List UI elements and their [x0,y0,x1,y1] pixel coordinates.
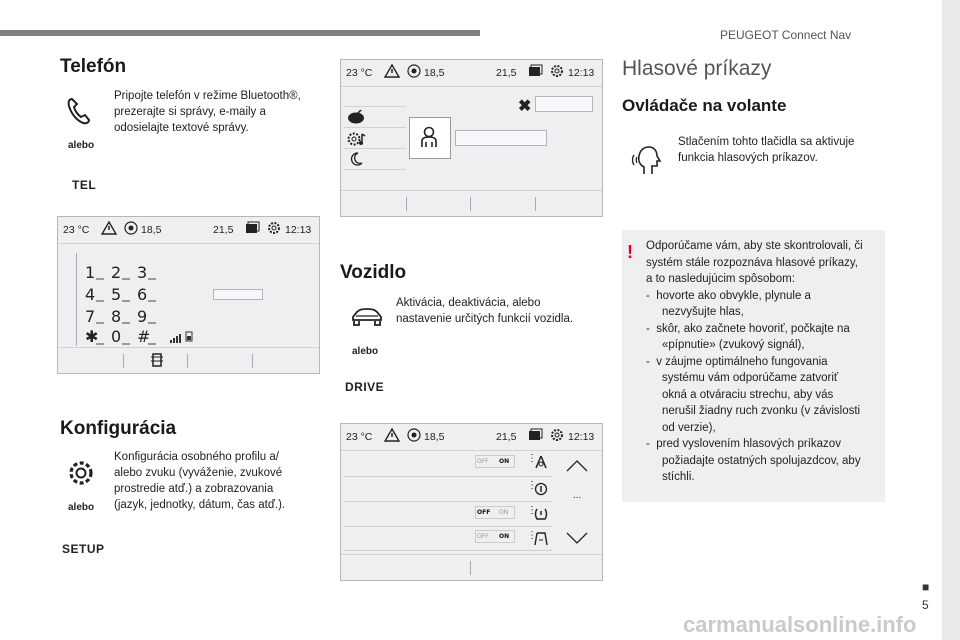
toggle-switch[interactable] [475,530,515,543]
note-line: a to nasledujúcim spôsobom: [646,273,795,285]
settings-icon [267,221,281,238]
setup-keyword: SETUP [62,542,105,556]
header-bar [0,30,480,36]
divider [58,347,319,348]
dial-key[interactable]: 0 [111,327,122,346]
seat-heat-icon [527,64,543,81]
audio-settings-icon[interactable] [347,131,367,152]
lane-assist-icon [534,455,548,474]
status-bar [341,424,602,450]
more-label: ... [573,490,582,501]
note-line: požiadajte ostatných spolujazdcov, aby [646,454,861,467]
warning-icon [101,221,117,238]
divider [535,197,536,211]
voice-command-icon [630,142,664,181]
note-line: stíchli. [646,471,695,483]
warning-mark-icon: ! [627,242,633,262]
night-mode-icon[interactable] [349,152,363,171]
status-time: 12:13 [568,431,595,443]
konfiguracia-title: Konfigurácia [60,418,177,439]
divider [344,550,552,551]
dial-key[interactable]: 9 [137,307,148,326]
status-time: 12:13 [568,67,595,79]
more-options-icon[interactable]: ⋮ [527,530,537,541]
telefon-title: Telefón [60,56,127,77]
profile-icon [420,126,438,153]
watermark: carmanualsonline.info [683,612,917,637]
hlasove-subtitle: Ovládače na volante [622,96,787,115]
status-bar [341,60,602,86]
profile-field[interactable] [455,130,547,146]
text-line: (jazyk, jednotky, dátum, čas atď.). [114,499,286,511]
note-line: «pípnutie» (zvukový signál), [646,339,805,351]
seat-heat-icon [244,221,260,238]
divider [341,450,602,451]
konfiguracia-text [114,449,324,513]
dial-key[interactable]: 5 [111,285,122,304]
text-line: Stlačením tohto tlačidla sa aktivuje [678,136,855,148]
telefon-screen [57,216,320,374]
text-line: nastavenie určitých funkcií vozidla. [396,313,574,325]
warning-icon [384,64,400,81]
toggle-off-label: OFF [477,533,489,540]
divider [341,86,602,87]
note-line: od verzie), [646,421,716,434]
dial-key[interactable]: 2 [111,263,122,282]
status-right-value: 21,5 [496,431,517,443]
toggle-off-label: OFF [477,458,489,465]
dial-key[interactable]: 1 [85,263,96,282]
hlasove-text [678,134,888,166]
status-temp: 23 °C [346,431,373,443]
settings-gear-icon [66,458,96,493]
vozidlo-title: Vozidlo [340,262,407,283]
headlight-icon [534,531,548,552]
page-bullet: ■ [922,580,930,594]
page-number: 5 [922,598,929,612]
note-line: - v záujme optimálneho fungovania [646,355,828,368]
text-line: Konfigurácia osobného profilu a/ [114,451,279,463]
navigation-icon [124,221,138,238]
navigation-icon [407,428,421,445]
note-line: Odporúčame vám, aby ste skontrolovali, či [646,240,863,252]
telefon-alebo: alebo [68,140,95,151]
hlasove-title: Hlasové príkazy [622,57,772,80]
status-right-value: 21,5 [496,67,517,79]
note-line: systému vám odporúčame zatvoriť [646,372,839,384]
info-icon [534,482,548,501]
text-line: odosielajte textové správy. [114,122,249,134]
note-text [646,238,882,486]
profile-name-field[interactable] [535,96,593,112]
status-bar [58,217,319,243]
brand-header: PEUGEOT Connect Nav [720,28,852,42]
divider [344,106,406,107]
seat-heat-icon [527,428,543,445]
text-line: Aktivácia, deaktivácia, alebo [396,297,541,309]
signal-icon [170,330,182,348]
divider [470,561,471,575]
divider [470,197,471,211]
divider [344,476,552,477]
dial-key[interactable]: 7 [85,307,96,326]
page-edge-strip [942,0,960,640]
divider [341,190,602,191]
car-icon [350,306,384,333]
settings-icon [550,428,564,445]
text-line: funkcia hlasových príkazov. [678,152,818,164]
contacts-icon[interactable] [150,352,164,373]
status-temp: 23 °C [346,67,373,79]
note-line: - hovorte ako obvykle, plynule a [646,289,811,302]
status-right-value: 21,5 [213,224,234,236]
divider [406,197,407,211]
text-line: Pripojte telefón v režime Bluetooth®, [114,90,301,102]
phone-icon [66,96,92,131]
dial-key[interactable]: 6 [137,285,148,304]
note-box [622,230,885,502]
more-options-icon[interactable]: ⋮ [527,453,537,464]
settings-screen [340,59,603,217]
divider [341,554,602,555]
scroll-down-icon[interactable] [566,531,588,549]
toggle-switch[interactable] [475,455,515,468]
toggle-on-label: ON [499,509,509,516]
tyre-pressure-icon [534,507,548,526]
divider [344,526,552,527]
note-line: systém stále rozpoznáva hlasové príkazy, [646,256,858,269]
divider [123,354,124,368]
status-left-value: 18,5 [424,67,445,79]
toggle-on-label: ON [499,458,510,465]
vehicle-screen [340,423,603,581]
more-options-icon[interactable]: ⋮ [527,480,537,491]
status-temp: 23 °C [63,224,90,236]
dial-key[interactable]: 4 [85,285,96,304]
close-icon[interactable]: ✖ [518,98,532,115]
toggle-off-label: OFF [477,509,491,516]
navigation-icon [407,64,421,81]
note-line: okná a otváraciu strechu, aby vás [646,388,834,401]
note-line: nerušil žiadny ruch zvonku (v závislosti [646,405,861,417]
tel-keyword: TEL [72,178,97,192]
dial-key[interactable]: 3 [137,263,148,282]
text-line: prezerajte si správy, e-maily a [114,106,266,118]
battery-icon [185,329,193,347]
text-line: prostredie atď.) a zobrazovania [114,483,274,495]
dial-key[interactable]: 8 [111,307,122,326]
note-line: - pred vyslovením hlasových príkazov [646,438,841,450]
dial-key[interactable]: ✱ [85,327,99,346]
toggle-switch[interactable] [475,506,515,519]
telefon-text [114,88,324,136]
note-line: - skôr, ako začnete hovoriť, počkajte na [646,322,850,335]
status-time: 12:13 [285,224,312,236]
divider [76,253,77,346]
divider [187,354,188,368]
status-left-value: 18,5 [141,224,162,236]
toggle-on-label: ON [499,533,510,540]
color-palette-icon[interactable] [347,110,365,129]
status-left-value: 18,5 [424,431,445,443]
divider [58,243,319,244]
drive-keyword: DRIVE [345,380,385,394]
divider [252,354,253,368]
warning-icon [384,428,400,445]
vozidlo-alebo: alebo [352,346,379,357]
settings-icon [550,64,564,81]
dial-underlines [82,261,164,349]
number-field[interactable] [213,289,263,300]
note-line: nezvyšujte hlas, [646,306,744,318]
dial-key[interactable]: # [137,327,151,346]
vozidlo-text [396,295,606,327]
more-options-icon[interactable]: ⋮ [527,505,537,516]
text-line: alebo zvuku (vyváženie, zvukové [114,467,283,479]
scroll-up-icon[interactable] [566,459,588,477]
divider [344,501,552,502]
konfiguracia-alebo: alebo [68,502,95,513]
